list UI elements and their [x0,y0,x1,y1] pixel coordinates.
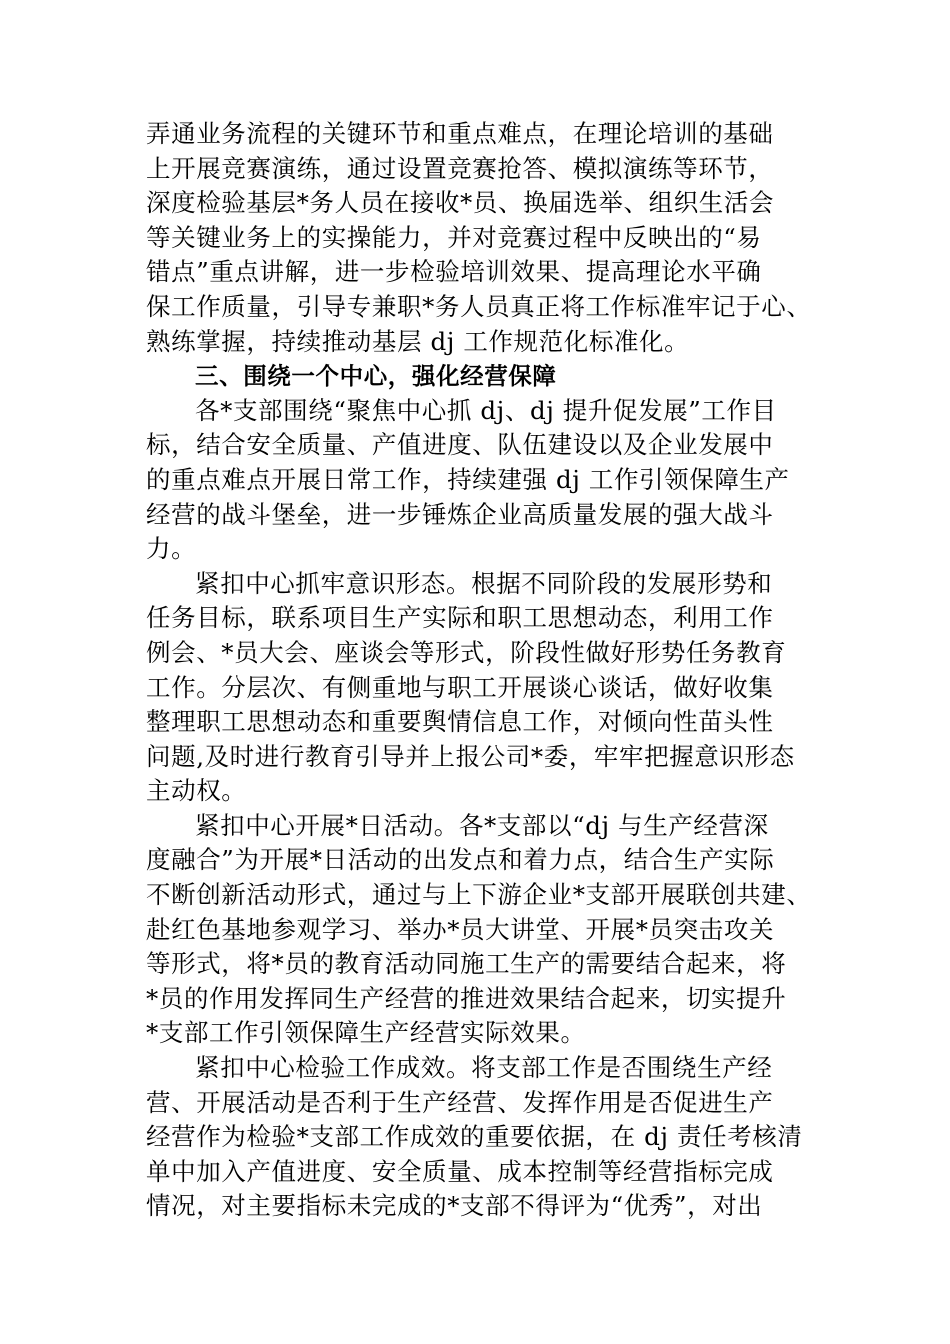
text-line: 上开展竞赛演练，通过设置竞赛抢答、模拟演练等环节， [146,153,774,183]
text-line: 各*支部围绕“聚焦中心抓 dj、dj 提升促发展”工作目 [195,395,777,425]
text-line: 经营的战斗堡垒，进一步锤炼企业高质量发展的强大战斗 [146,499,774,529]
text-line: 等关键业务上的实操能力，并对竞赛过程中反映出的“易 [146,222,762,252]
text-line: 保工作质量，引导专兼职*务人员真正将工作标准牢记于心、 [146,291,812,321]
text-line: 经营作为检验*支部工作成效的重要依据，在 dj 责任考核清 [146,1122,803,1152]
text-line: 主动权。 [146,776,247,806]
text-line: *员的作用发挥同生产经营的推进效果结合起来，切实提升 [146,983,787,1013]
text-line: 营、开展活动是否利于生产经营、发挥作用是否促进生产 [146,1087,774,1117]
text-line: *支部工作引领保障生产经营实际效果。 [146,1018,586,1048]
text-line: 熟练掌握，持续推动基层 dj 工作规范化标准化。 [146,326,690,356]
section-heading: 三、围绕一个中心，强化经营保障 [195,362,557,391]
text-line: 紧扣中心检验工作成效。将支部工作是否围绕生产经 [195,1053,773,1083]
text-line: 赴红色基地参观学习、举办*员大讲堂、开展*员突击攻关 [146,914,775,944]
text-line: 标，结合安全质量、产值进度、队伍建设以及企业发展中 [146,430,774,460]
text-line: 不断创新活动形式，通过与上下游企业*支部开展联创共建、 [146,880,812,910]
text-line: 任务目标，联系项目生产实际和职工思想动态，利用工作 [146,603,774,633]
text-line: 问题,及时进行教育引导并上报公司*委，牢牢把握意识形态 [146,741,795,771]
text-line: 紧扣中心抓牢意识形态。根据不同阶段的发展形势和 [195,568,773,598]
text-line: 紧扣中心开展*日活动。各*支部以“dj 与生产经营深 [195,810,769,840]
text-line: 等形式，将*员的教育活动同施工生产的需要结合起来，将 [146,949,787,979]
text-line: 深度检验基层*务人员在接收*员、换届选举、组织生活会 [146,188,775,218]
text-line: 情况，对主要指标未完成的*支部不得评为“优秀”，对出 [146,1191,763,1221]
text-line: 的重点难点开展日常工作，持续建强 dj 工作引领保障生产 [146,464,790,494]
text-line: 例会、*员大会、座谈会等形式，阶段性做好形势任务教育 [146,637,787,667]
text-line: 错点”重点讲解，进一步检验培训效果、提高理论水平确 [146,257,762,287]
text-line: 弄通业务流程的关键环节和重点难点，在理论培训的基础 [146,119,774,148]
text-line: 工作。分层次、有侧重地与职工开展谈心谈话，做好收集 [146,672,774,702]
document-body [146,117,822,1224]
text-line: 整理职工思想动态和重要舆情信息工作，对倾向性苗头性 [146,707,774,737]
text-line: 单中加入产值进度、安全质量、成本控制等经营指标完成 [146,1156,774,1186]
text-line: 力。 [146,534,197,564]
text-line: 度融合”为开展*日活动的出发点和着力点，结合生产实际 [146,845,775,875]
